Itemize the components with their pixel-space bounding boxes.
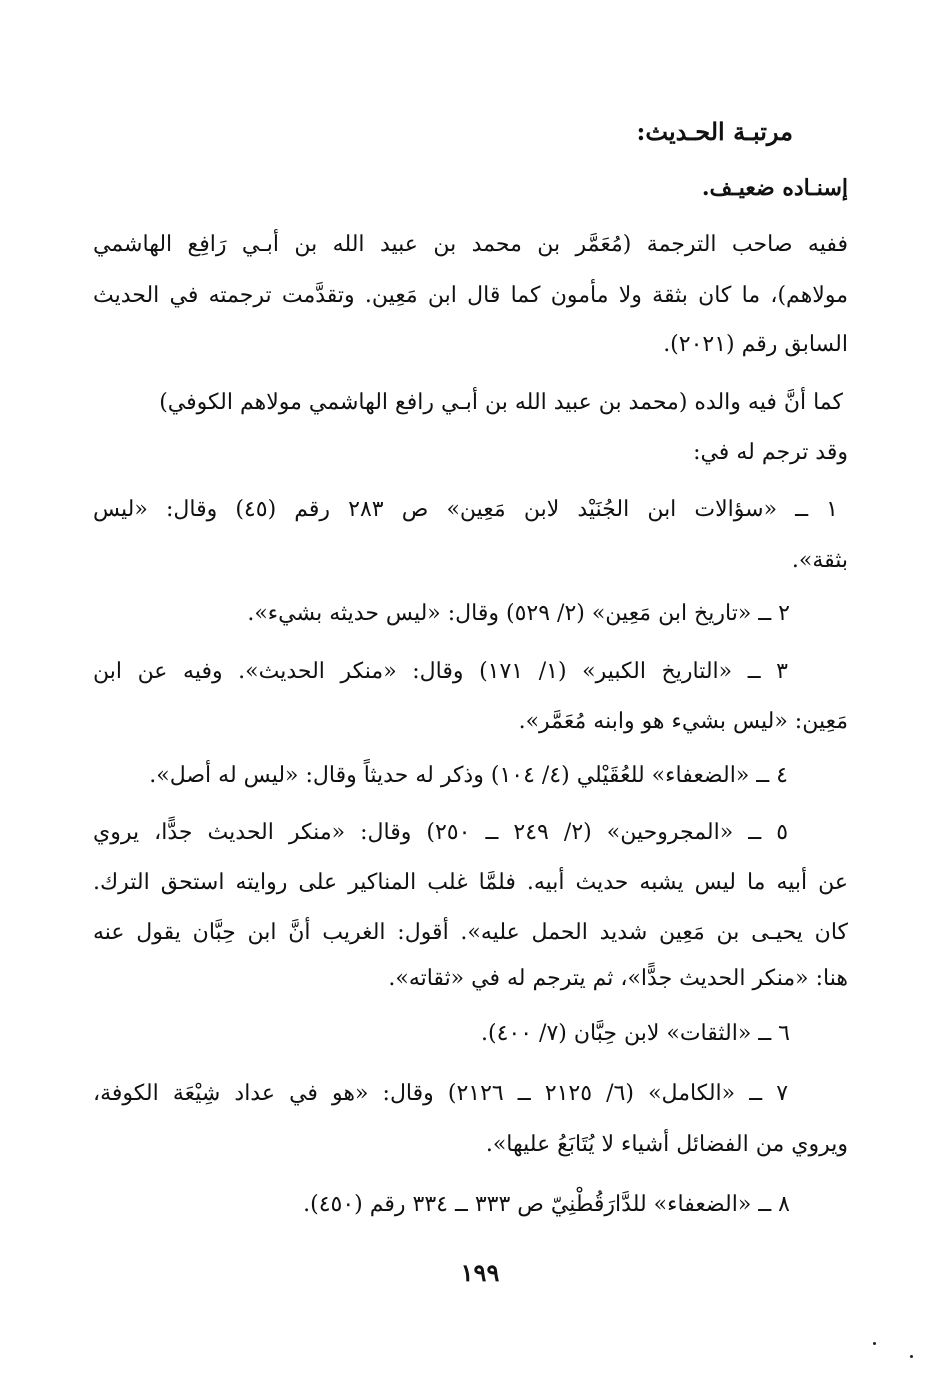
text-line-14: كان يحيـى بن مَعِين شديد الحمل عليه». أقول: الغريب أنَّ ابن حِبَّان يقول عنه bbox=[93, 920, 848, 945]
text-line-16: ٦ ــ «الثقات» لابن حِبَّان (٧/ ٤٠٠). bbox=[481, 1021, 790, 1046]
text-line-12: ٥ ــ «المجروحين» (٢/ ٢٤٩ ــ ٢٥٠) وقال: «منكر الحديث جدًّا، يروي bbox=[93, 820, 788, 845]
text-line-4: كما أنَّ فيه والده (محمد بن عبيد الله بن أبـي رافع الهاشمي مولاهم الكوفي) bbox=[159, 390, 843, 415]
text-line-8: ٢ ــ «تاريخ ابن مَعِين» (٢/ ٥٢٩) وقال: «ليس حديثه بشيء». bbox=[247, 601, 790, 626]
page-number: ١٩٩ bbox=[460, 1258, 500, 1287]
text-line-1: ففيه صاحب الترجمة (مُعَمَّر بن محمد بن عبيد الله بن أبـي رَافِع الهاشمي bbox=[93, 232, 848, 257]
text-line-3: السابق رقم (٢٠٢١). bbox=[663, 332, 848, 357]
text-line-9: ٣ ــ «التاريخ الكبير» (١/ ١٧١) وقال: «منكر الحديث». وفيه عن ابن bbox=[93, 659, 788, 684]
scan-speck bbox=[910, 1355, 913, 1358]
scan-speck bbox=[873, 1342, 876, 1345]
text-line-17: ٧ ــ «الكامل» (٦/ ٢١٢٥ ــ ٢١٢٦) وقال: «هو في عداد شِيْعَة الكوفة، bbox=[93, 1081, 788, 1106]
text-line-10: مَعِين: «ليس بشيء هو وابنه مُعَمَّر». bbox=[518, 709, 848, 734]
text-line-2: مولاهم)، ما كان بثقة ولا مأمون كما قال ابن مَعِين. وتقدَّمت ترجمته في الحديث bbox=[93, 283, 848, 308]
text-line-18: ويروي من الفضائل أشياء لا يُتَابَعُ عليها». bbox=[485, 1132, 848, 1157]
text-line-11: ٤ ــ «الضعفاء» للعُقَيْلي (٤/ ١٠٤) وذكر له حديثاً وقال: «ليس له أصل». bbox=[149, 763, 788, 788]
text-line-6: ١ ــ «سؤالات ابن الجُنَيْد لابن مَعِين» ص ٢٨٣ رقم (٤٥) وقال: «ليس bbox=[93, 497, 838, 522]
section-heading: مرتبـة الحـديث: bbox=[636, 117, 793, 146]
section-subheading: إسنـاده ضعيـف. bbox=[701, 175, 848, 201]
text-line-15: هنا: «منكر الحديث جدًّا»، ثم يترجم له في «ثقاته». bbox=[388, 966, 848, 991]
text-line-7: بثقة». bbox=[791, 548, 848, 573]
text-line-13: عن أبيه ما ليس يشبه حديث أبيه. فلمَّا غلب المناكير على روايته استحق الترك. bbox=[93, 870, 848, 895]
text-line-19: ٨ ــ «الضعفاء» للدَّارَقُطْنِيّ ص ٣٣٣ ــ ٣٣٤ رقم (٤٥٠). bbox=[303, 1192, 790, 1217]
text-line-5: وقد ترجم له في: bbox=[693, 440, 848, 465]
